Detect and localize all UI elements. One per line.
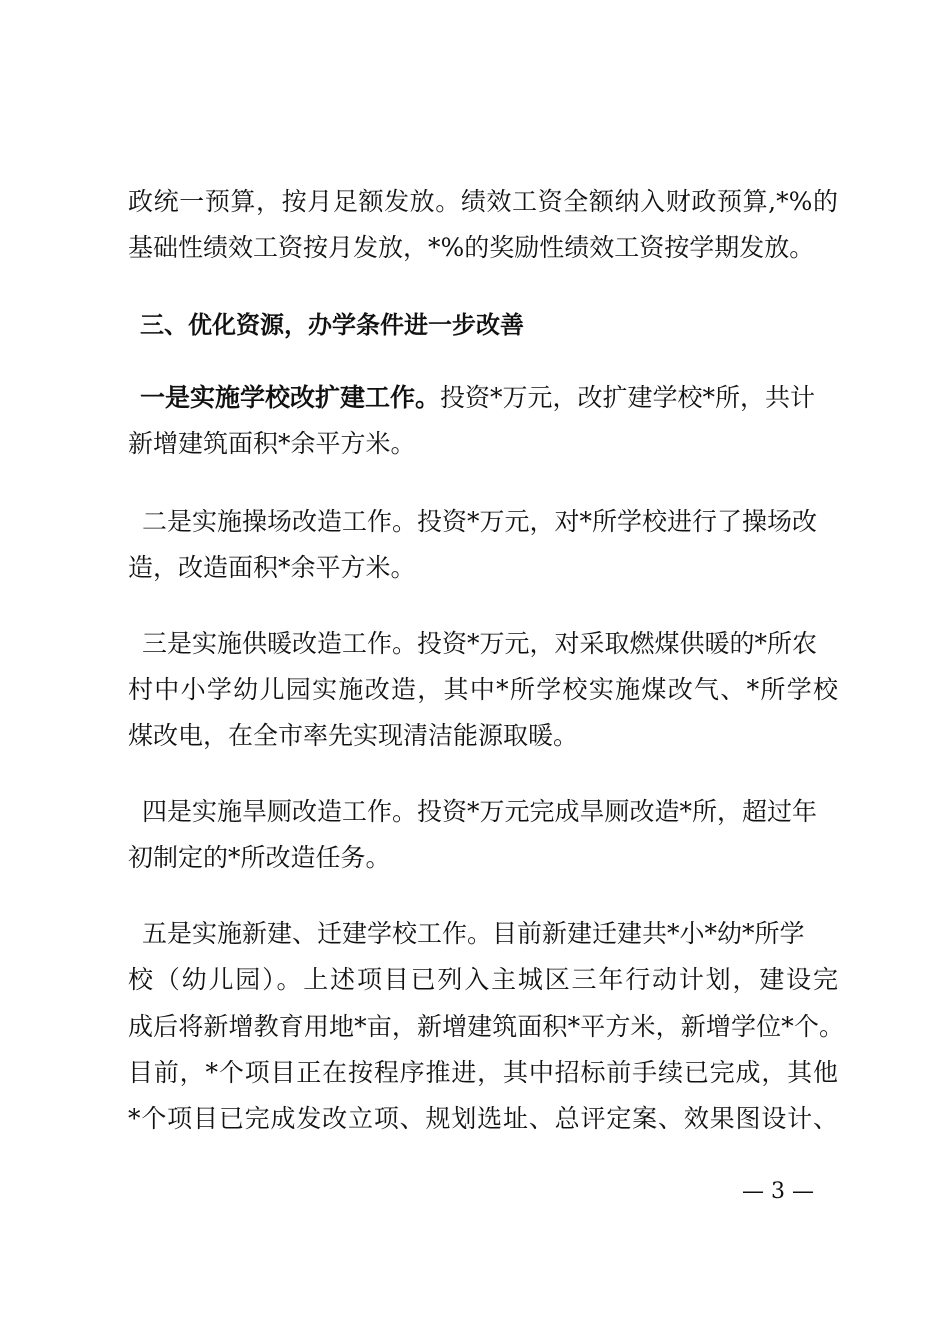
paragraph-line: 政统一预算，按月足额发放。绩效工资全额纳入财政预算,*%的 xyxy=(128,187,838,216)
item-1-lead: 一是实施学校改扩建工作。 xyxy=(140,383,441,412)
paragraph-line: 五是实施新建、迁建学校工作。目前新建迁建共*小*幼*所学 xyxy=(142,919,805,948)
paragraph-line: 三是实施供暖改造工作。投资*万元，对采取燃煤供暖的*所农 xyxy=(142,629,818,658)
paragraph-line: 新增建筑面积*余平方米。 xyxy=(128,429,416,458)
item-1-line-1 xyxy=(140,381,840,415)
section-heading: 三、优化资源，办学条件进一步改善 xyxy=(140,311,524,339)
paragraph-line: 校（幼儿园）。上述项目已列入主城区三年行动计划，建设完 xyxy=(128,965,838,994)
paragraph-line: 初制定的*所改造任务。 xyxy=(128,843,391,872)
paragraph-line: 二是实施操场改造工作。投资*万元，对*所学校进行了操场改 xyxy=(142,507,818,536)
page-number: — 3 — xyxy=(742,1179,814,1204)
paragraph-line: 成后将新增教育用地*亩，新增建筑面积*平方米，新增学位*个。 xyxy=(128,1012,844,1041)
paragraph-line: 目前，*个项目正在按程序推进，其中招标前手续已完成，其他 xyxy=(128,1058,838,1087)
paragraph-line: *个项目已完成发改立项、规划选址、总评定案、效果图设计、 xyxy=(128,1104,838,1133)
paragraph-line: 四是实施旱厕改造工作。投资*万元完成旱厕改造*所，超过年 xyxy=(142,797,818,826)
item-1-line-1-rest: 投资*万元，改扩建学校*所，共计 xyxy=(440,383,816,412)
paragraph-line: 造，改造面积*余平方米。 xyxy=(128,553,416,582)
paragraph-line: 村中小学幼儿园实施改造，其中*所学校实施煤改气、*所学校 xyxy=(128,675,838,704)
paragraph-line: 基础性绩效工资按月发放，*%的奖励性绩效工资按学期发放。 xyxy=(128,233,815,262)
paragraph-line: 煤改电，在全市率先实现清洁能源取暖。 xyxy=(128,721,579,750)
